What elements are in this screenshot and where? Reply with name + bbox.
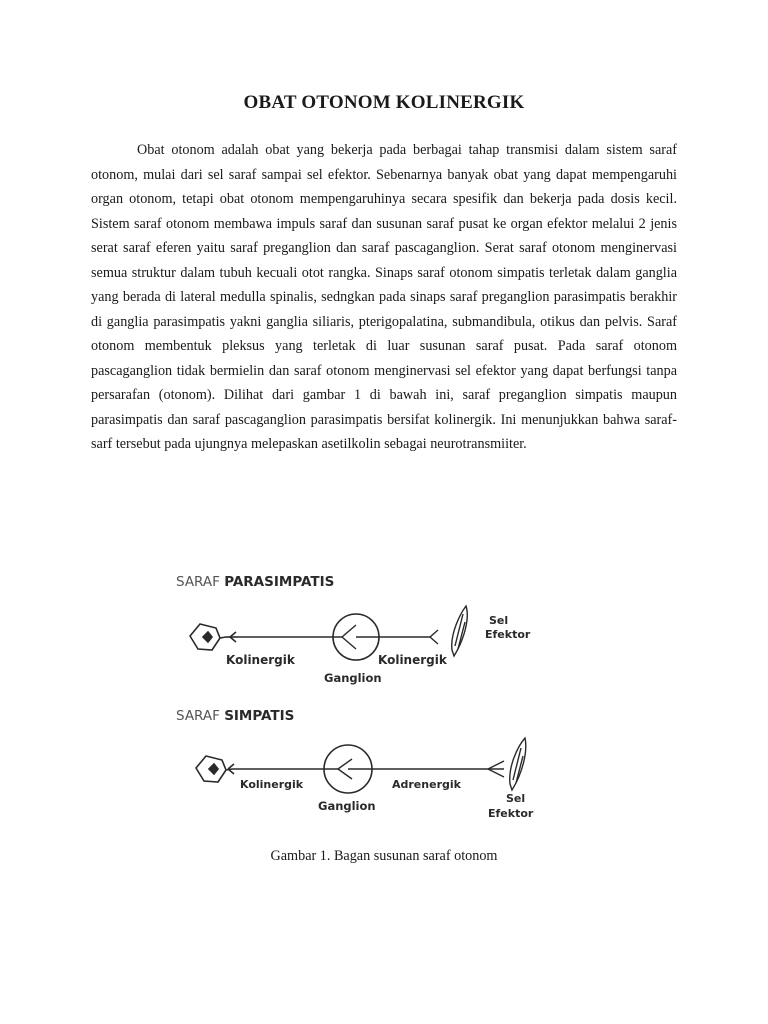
diagram-svg	[168, 562, 548, 837]
effector-cell-simpatis	[510, 738, 526, 790]
document-title: OBAT OTONOM KOLINERGIK	[243, 92, 525, 113]
post-label-simpatis: Adrenergik	[392, 778, 461, 791]
heading-parasimpatis: SARAF PARASIMPATIS	[176, 574, 335, 590]
postganglion-neuron-parasimpatis	[356, 630, 438, 644]
body-text	[91, 138, 677, 457]
intro-paragraph: Obat otonom adalah obat yang bekerja pada berbagai tahap transmisi dalam sistem saraf otonom, mulai dari sel saraf sampai sel efektor. Sebenarnya banyak obat yang dapat mempengaruhi organ otonom, tetapi obat otonom mempengaruhinya secara spesifik dan bekerja pada dosis kecil. Sistem saraf otonom membawa impuls saraf dan susunan saraf pusat ke organ efektor melalui 2 jenis serat saraf eferen yaitu saraf preganglion dan saraf pascaganglion. Serat saraf otonom menginervasi semua struktur dalam tubuh kecuali otot rangka. Sinaps saraf otonom simpatis terletak dalam ganglia yang berada di lateral medulla spinalis, sedngkan pada sinaps saraf preganglion parasimpatis berakhir di ganglia parasimpatis yakni ganglia siliaris, pterigopalatina, submandibula, otikus dan pelvis. Saraf otonom membentuk pleksus yang terletak di luar susunan saraf pusat. Pada saraf otonom pascaganglion tidak bermielin dan saraf otonom menginervasi sel efektor yang dapat berfungsi tanpa persarafan (otonom). Dilihat dari gambar 1 di bawah ini, saraf preganglion simpatis maupun parasimpatis dan saraf pascaganglion parasimpatis bersifat kolinergik. Ini menunjukkan bahwa saraf-sarf tersebut pada ujungnya melepaskan asetilkolin sebagai neurotransmiiter.	[91, 142, 677, 452]
preganglion-neuron-parasimpatis	[190, 624, 356, 650]
effector-label-parasimpatis-line1: Sel	[489, 614, 509, 627]
nucleus-parasimpatis	[203, 632, 212, 642]
heading-simpatis: SARAF SIMPATIS	[176, 708, 295, 724]
terminal-pre-parasimpatis	[342, 625, 356, 649]
figure-caption: Gambar 1. Bagan susunan saraf otonom	[270, 848, 498, 864]
effector-cell-parasimpatis	[452, 606, 468, 656]
ganglion-label-parasimpatis: Ganglion	[324, 671, 382, 685]
effector-label-parasimpatis-line2: Efektor	[485, 628, 531, 641]
pre-label-simpatis: Kolinergik	[240, 778, 304, 791]
ganglion-label-simpatis: Ganglion	[318, 799, 376, 813]
pre-label-parasimpatis: Kolinergik	[226, 653, 295, 667]
terminal-post-parasimpatis	[430, 630, 438, 644]
post-label-parasimpatis: Kolinergik	[378, 653, 447, 667]
autonomic-nerve-diagram	[168, 562, 548, 837]
nucleus-simpatis	[209, 764, 218, 774]
effector-label-simpatis-line1: Sel	[506, 792, 526, 805]
effector-label-simpatis-line2: Efektor	[488, 807, 534, 820]
